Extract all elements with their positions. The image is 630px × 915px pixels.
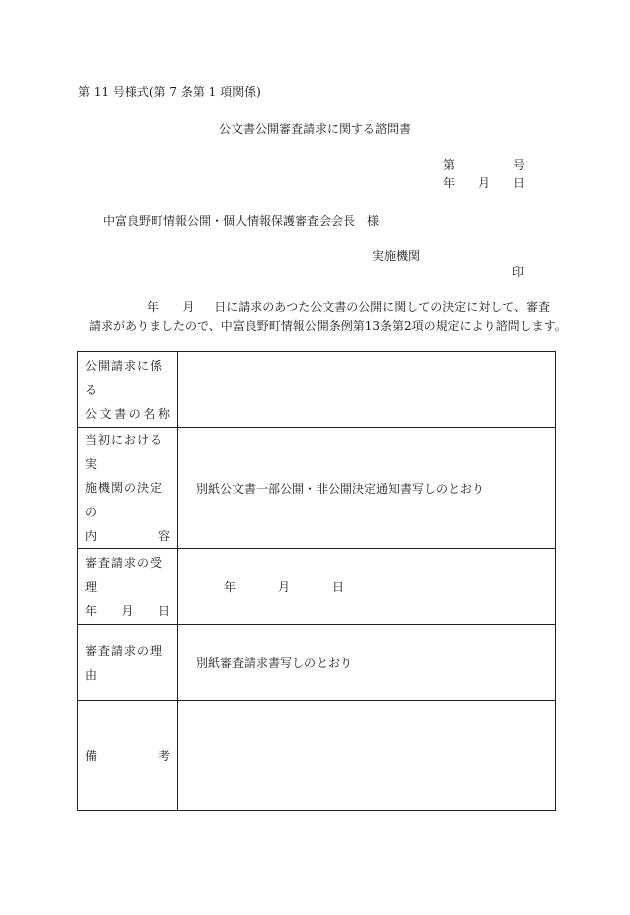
form-number: 第 11 号様式(第 7 条第 1 項関係): [78, 85, 261, 99]
seal-mark: 印: [512, 265, 525, 279]
table-row-initial-decision: [78, 428, 556, 549]
reference-go: 号: [512, 158, 525, 172]
body-text-line-2: 請求がありましたので、中富良野町情報公開条例第13条第2項の規定により諮問します。: [89, 319, 567, 333]
value-initial-decision: 別紙公文書一部公開・非公開決定通知書写しのとおり: [178, 428, 556, 549]
date-month: 月: [477, 176, 490, 190]
label-document-name: 公開請求に係る 公 文 書 の 名 称: [78, 352, 178, 428]
document-title: 公文書公開審査請求に関する諮問書: [218, 122, 411, 136]
value-document-name: [178, 352, 556, 428]
label-remarks: 備 考: [78, 701, 178, 811]
reference-number: [443, 158, 525, 172]
table-row-document-name: [78, 352, 556, 428]
date-day: 日: [512, 176, 525, 190]
body-month: 月: [182, 300, 195, 314]
table-row-receipt-date: [78, 549, 556, 625]
reference-dai: 第: [443, 158, 456, 172]
date-year: 年: [443, 176, 456, 190]
consultation-table: [77, 351, 556, 811]
label-receipt-date: 審査請求の受理 年 月 日: [78, 549, 178, 625]
document-date: [443, 176, 525, 190]
body-text-line-1: [78, 300, 550, 314]
value-remarks: [178, 701, 556, 811]
table-row-remarks: [78, 701, 556, 811]
table-row-reason: [78, 625, 556, 701]
body-year: 年: [146, 300, 159, 314]
organization-label: 実施機関: [372, 249, 421, 263]
addressee: 中富良野町情報公開・個人情報保護審査会会長 様: [103, 214, 380, 228]
value-reason: 別紙審査請求書写しのとおり: [178, 625, 556, 701]
value-receipt-date: 年 月 日: [178, 549, 556, 625]
label-reason: 審査請求の理由: [78, 625, 178, 701]
body-line-1-rest: 日に請求のあつた公文書の公開に関しての決定に対して、審査: [214, 300, 550, 314]
label-initial-decision: 当初における実 施機関の決定の 内 容: [78, 428, 178, 549]
